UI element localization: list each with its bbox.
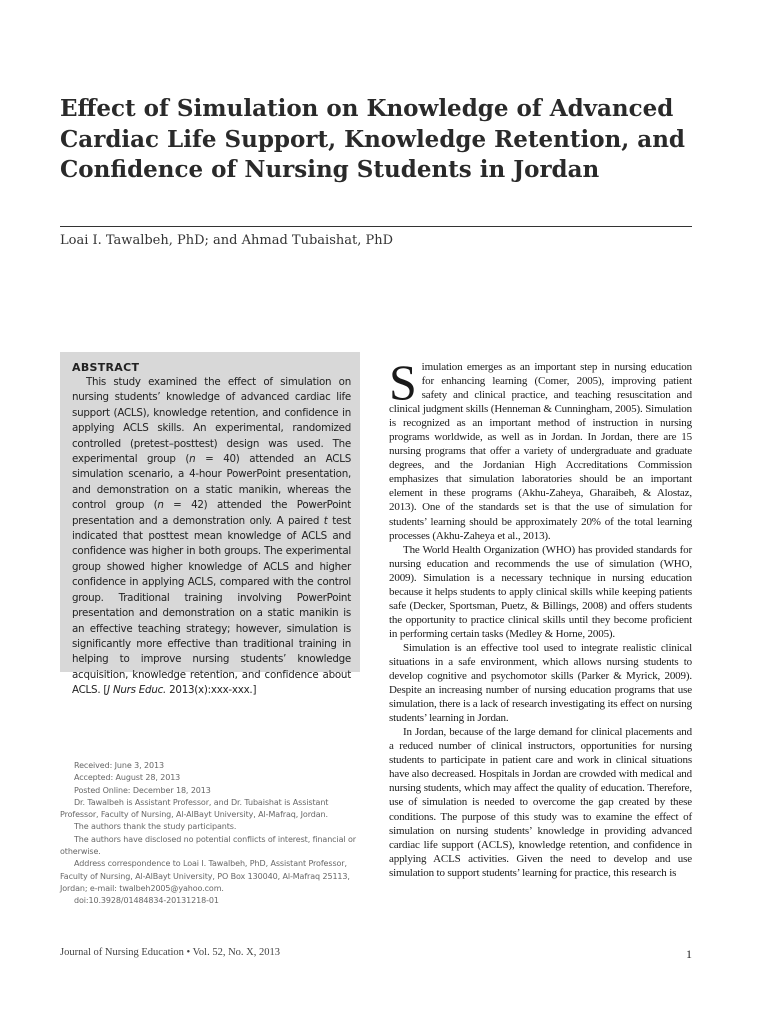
received-date: Received: June 3, 2013 (74, 761, 164, 770)
body-paragraph-4: In Jordan, because of the large demand for clinical placements and a reduced number of clinical instructors, opportunities for nursing students to participate in patient care and work in clinical situations have also decreased. Hospitals in Jordan are crowded with medical and nursing students, which may affect the quality of education. Therefore, use of simulation is needed to overcome the gap created by these conditions. The purpose of this study was to examine the effect of simulation on nursing students’ knowledge in providing advanced cardiac life support (ACLS), knowledge retention, and confidence in applying ACLS activities. Given the need to develop and use simulation to support students’ learning for practice, this research is (389, 726, 692, 879)
page-number: 1 (686, 947, 692, 961)
conflict-disclosure: The authors have disclosed no potential conflicts of interest, financial or otherwise. (60, 834, 356, 857)
drop-cap: S (389, 354, 417, 410)
article-title: Effect of Simulation on Knowledge of Advanced Cardiac Life Support, Knowledge Retention, and Confidence of Nursing Students in Jordan (60, 95, 685, 183)
posted-online-date: Posted Online: December 18, 2013 (74, 785, 211, 795)
correspondence-address: Address correspondence to Loai I. Tawalbeh, PhD, Assistant Professor, Faculty of Nursing, Al-AlBayt University, PO Box 130040, Al-Mafraq 25113, Jordan; e-mail: twalbeh2005@yahoo.com. (60, 859, 350, 893)
body-paragraph-1-text: imulation emerges as an important step in nursing education for enhancing learning (Comer, 2005), improving patient safety and clinical practice, and teaching resuscitation and clinical judgment skills (Henneman & Cunningham, 2005). Simulation is recognized as an important method of instruction in nursing programs worldwide, as well as in Jordan. In Jordan, there are 15 nursing programs that offer a variety of undergraduate and graduate degrees, and the Jordanian High Accreditations Commission emphasizes that simulation laboratories should be an important element in these programs (Akhu-Zaheya, Gharaibeh, & Alostaz, 2013). One of the standards set is that the use of simulation for students’ learning should be approximately 20% of the total learning processes (Akhu-Zaheya et al., 2013). (389, 361, 692, 542)
page-footer (60, 947, 692, 963)
article-metadata (60, 760, 363, 908)
journal-citation: Journal of Nursing Education • Vol. 52, No. X, 2013 (60, 947, 280, 958)
accepted-date: Accepted: August 28, 2013 (74, 773, 181, 783)
abstract-heading: ABSTRACT (72, 361, 140, 374)
article-authors: Loai I. Tawalbeh, PhD; and Ahmad Tubaishat, PhD (60, 233, 394, 248)
body-paragraph-2: The World Health Organization (WHO) has provided standards for nursing education and recommends the use of simulation (WHO, 2009). Simulation is a necessary technique in nursing education because it helps students to apply clinical skills while keeping patients safe (Decker, Sportsman, Puetz, & Billings, 2008) and offers students the opportunity to practice clinical skills until they become proficient in performing certain tasks (Medley & Horne, 2005). (389, 543, 692, 640)
body-column (389, 354, 692, 880)
body-paragraph-3: Simulation is an effective tool used to integrate realistic clinical situations in a safe environment, which allows nursing students to develop cognitive and psychomotor skills (Parker & Myrick, 2009). Despite an increasing number of nursing education programs that use simulation, there is a lack of research investigating its effect on nursing students’ learning in Jordan. (389, 641, 692, 725)
doi: doi:10.3928/01484834-20131218-01 (74, 896, 219, 906)
author-affiliations: Dr. Tawalbeh is Assistant Professor, and Dr. Tubaishat is Assistant Professor, Faculty of Nursing, Al-AlBayt University, Al-Mafraq, Jordan. (60, 797, 329, 820)
body-paragraph-1 (389, 354, 692, 543)
acknowledgment: The authors thank the study participants. (74, 822, 237, 832)
abstract-box (60, 352, 360, 697)
abstract-body: This study examined the effect of simulation on nursing students’ knowledge of advanced cardiac life support (ACLS), knowledge retention, and confidence in applying ACLS skills. An experimental, randomized controlled (pretest–posttest) design was used. The experimental group (n = 40) attended an ACLS simulation scenario, a 4-hour PowerPoint presentation, and demonstration on a static manikin, whereas the control group (n = 42) attended the PowerPoint presentation and a demonstration only. A paired t test indicated that posttest mean knowledge of ACLS and confidence was higher in both groups. The experimental group showed higher knowledge of ACLS and higher confidence in applying ACLS, compared with the control group. Traditional training involving PowerPoint presentation and demonstration on a static manikin is an effective teaching strategy; however, simulation is significantly more effective than traditional training in helping to improve nursing students’ knowledge acquisition, knowledge retention, and confidence about ACLS. [J Nurs Educ. 2013(x):xxx-xxx.] (72, 376, 351, 697)
title-divider (60, 226, 692, 227)
